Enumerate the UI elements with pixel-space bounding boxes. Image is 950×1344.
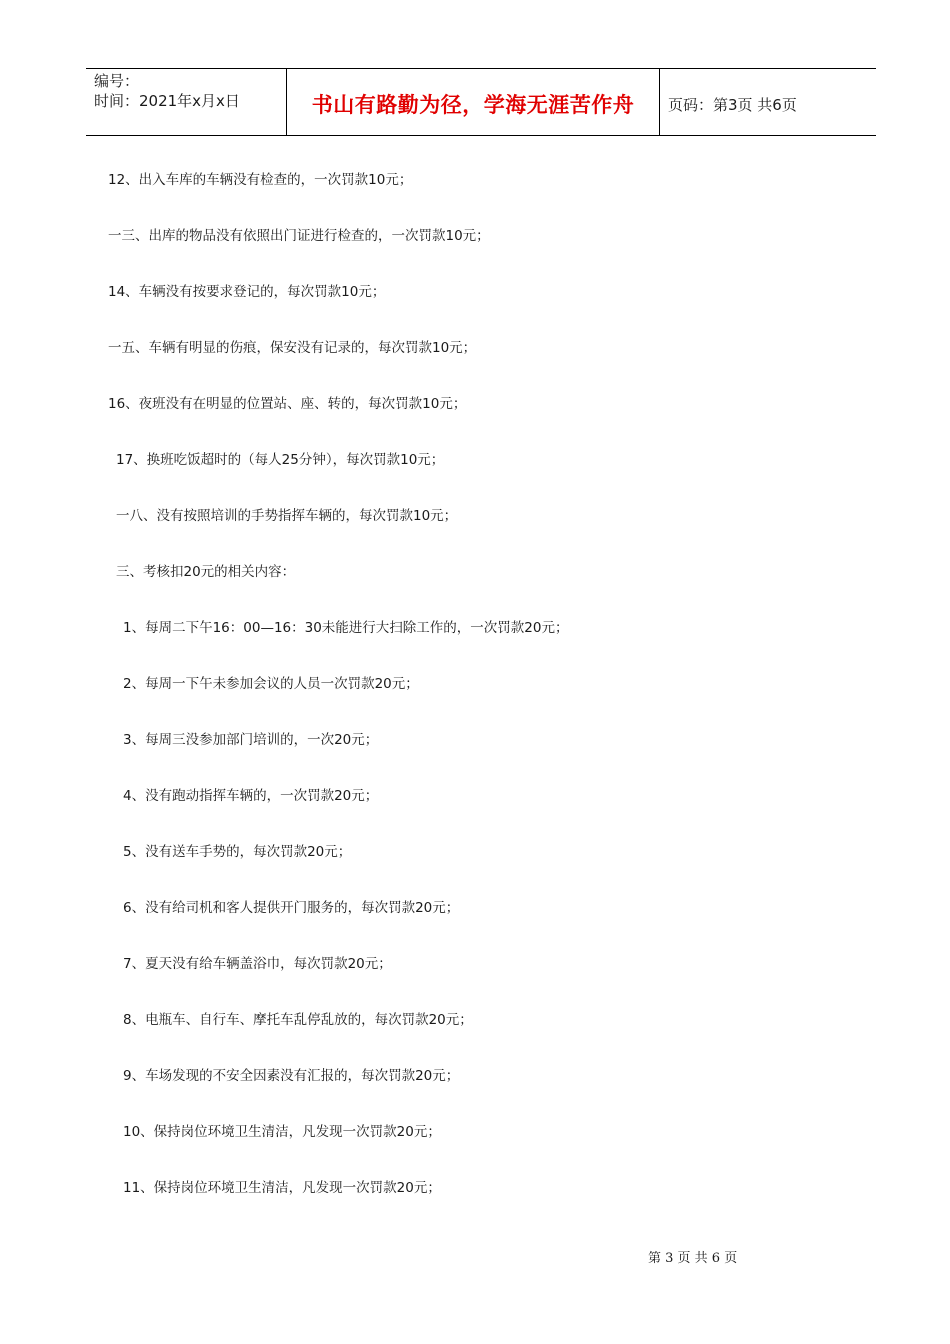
page-footer-number: 第 3 页 共 6 页 [648,1251,738,1266]
header-motto: 书山有路勤为径，学海无涯苦作舟 [287,69,660,135]
page-header [86,68,876,136]
fine-item-2: 2、每周一下午未参加会议的人员一次罚款20元； [123,676,419,692]
rule-item-18: 一八、没有按照培训的手势指挥车辆的，每次罚款10元； [116,508,458,524]
document-number-label: 编号： [94,72,140,90]
fine-item-5: 5、没有送车手势的，每次罚款20元； [123,844,352,860]
document-date-label: 时间：2021年x月x日 [94,92,240,110]
fine-item-1: 1、每周二下午16：00—16：30未能进行大扫除工作的，一次罚款20元； [123,620,569,636]
rule-item-14: 14、车辆没有按要求登记的，每次罚款10元； [108,284,386,300]
fine-item-8: 8、电瓶车、自行车、摩托车乱停乱放的，每次罚款20元； [123,1012,473,1028]
fine-item-6: 6、没有给司机和客人提供开门服务的，每次罚款20元； [123,900,460,916]
fine-item-10: 10、保持岗位环境卫生清洁，凡发现一次罚款20元； [123,1124,441,1140]
rule-item-13: 一三、出库的物品没有依照出门证进行检查的，一次罚款10元； [108,228,490,244]
fine-item-11: 11、保持岗位环境卫生清洁，凡发现一次罚款20元； [123,1180,441,1196]
rule-item-16: 16、夜班没有在明显的位置站、座、转的，每次罚款10元； [108,396,467,412]
header-meta [86,69,287,135]
fine-item-7: 7、夏天没有给车辆盖浴巾，每次罚款20元； [123,956,392,972]
rule-item-12: 12、出入车库的车辆没有检查的，一次罚款10元； [108,172,413,188]
fine-item-9: 9、车场发现的不安全因素没有汇报的，每次罚款20元； [123,1068,460,1084]
rule-item-17: 17、换班吃饭超时的（每人25分钟），每次罚款10元； [116,452,445,468]
fine-item-3: 3、每周三没参加部门培训的，一次20元； [123,732,379,748]
header-page-indicator: 页码：第3页 共6页 [668,95,797,114]
rule-item-15: 一五、车辆有明显的伤痕，保安没有记录的，每次罚款10元； [108,340,477,356]
section-heading: 三、考核扣20元的相关内容： [116,564,296,580]
fine-item-4: 4、没有跑动指挥车辆的，一次罚款20元； [123,788,379,804]
